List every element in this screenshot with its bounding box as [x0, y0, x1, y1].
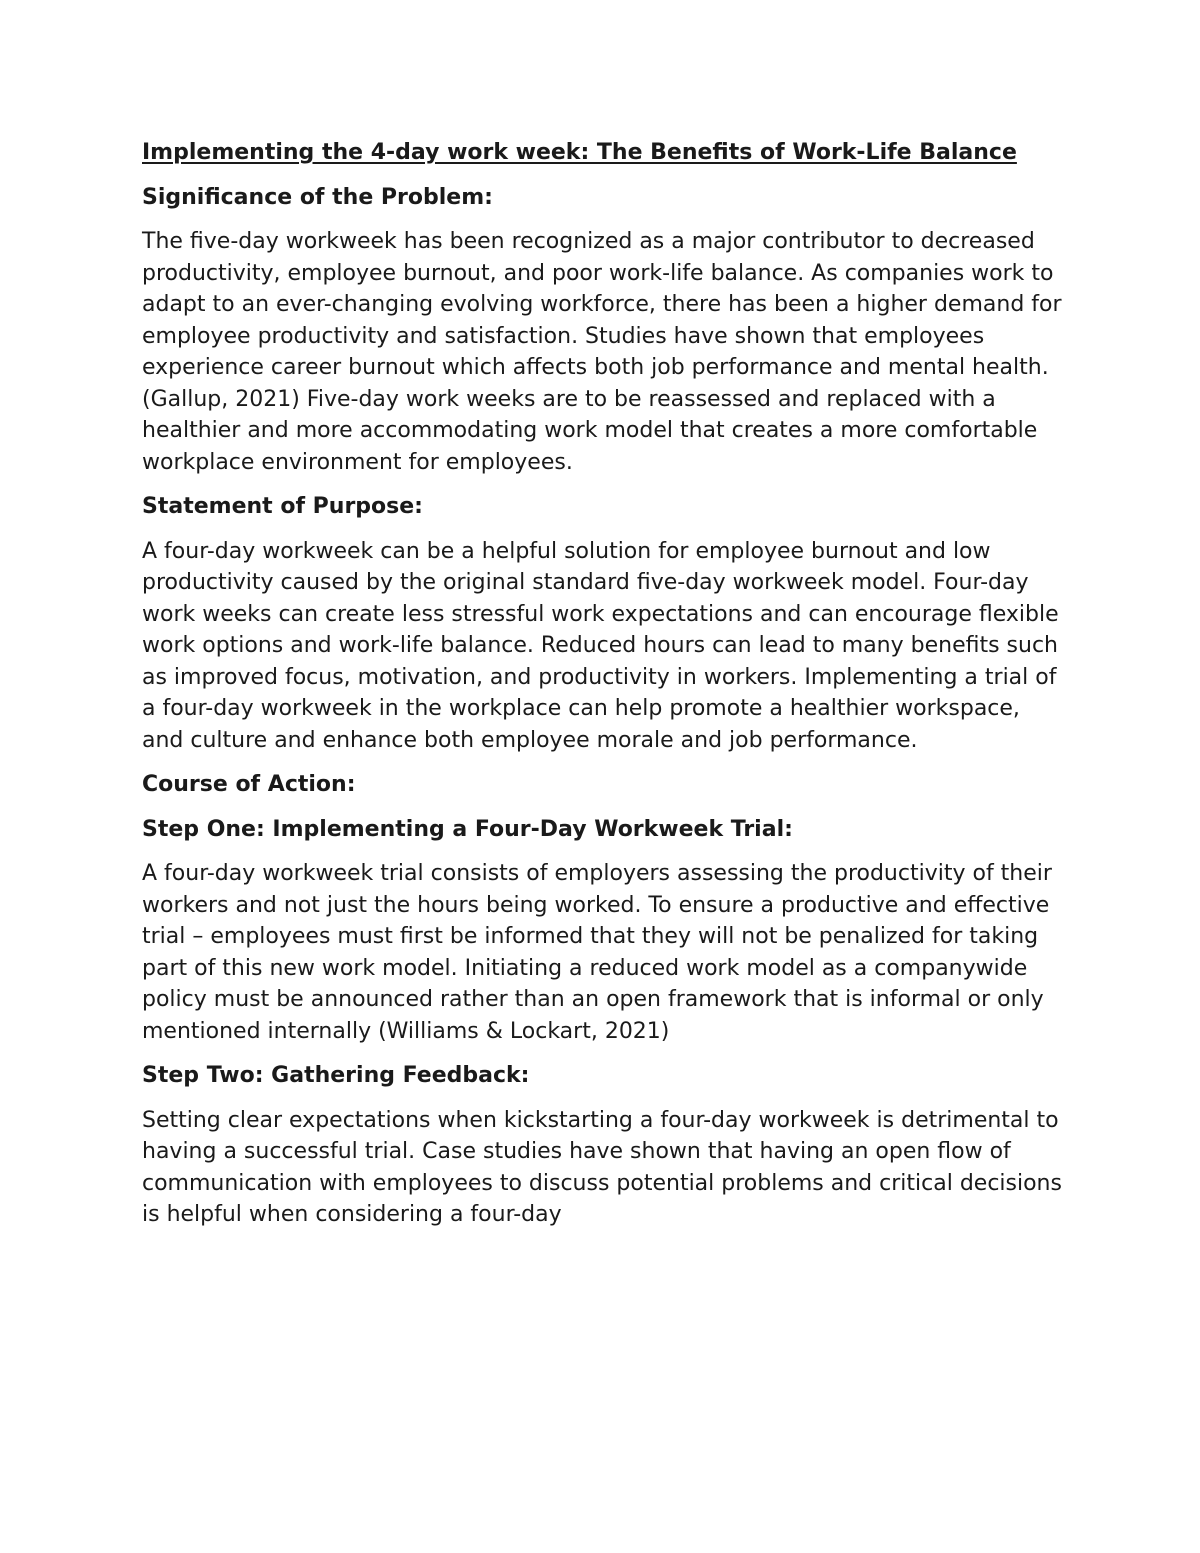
paragraph-significance: The five-day workweek has been recognized as a major contributor to decreased productivity, employee burnout, and poor work-life balance. As companies work to adapt to an ever-changing evolving workforce, there has been a higher demand for employee productivity and satisfaction. Studies have shown that employees experience career burnout which affects both job performance and mental health. (Gallup, 2021) Five-day work weeks are to be reassessed and replaced with a healthier and more accommodating work model that creates a more comfortable workplace environment for employees. — [142, 229, 1062, 475]
heading-step-two: Step Two: Gathering Feedback: — [142, 1063, 530, 1088]
heading-significance: Significance of the Problem: — [142, 184, 493, 210]
document-title: Implementing the 4-day work week: The Benefits of Work-Life Balance — [142, 140, 1017, 165]
heading-step-one: Step One: Implementing a Four-Day Workweek Trial: — [142, 816, 793, 842]
paragraph-step-two: Setting clear expectations when kickstarting a four-day workweek is detrimental to having a successful trial. Case studies have shown that having an open flow of communication with employees to discuss potential problems and critical decisions is helpful when considering a four-day — [142, 1107, 1062, 1227]
paragraph-purpose: A four-day workweek can be a helpful solution for employee burnout and low productivity caused by the original standard five-day workweek model. Four-day work weeks can create less stressful work expectations and can encourage flexible work options and work-life balance. Reduced hours can lead to many benefits such as improved focus, motivation, and productivity in workers. Implementing a trial of a four-day workweek in the workplace can help promote a healthier workspace, and culture and enhance both employee morale and job performance. — [142, 538, 1059, 753]
heading-purpose: Statement of Purpose: — [142, 494, 423, 519]
heading-course-of-action: Course of Action: — [142, 772, 356, 797]
document-body — [142, 137, 1067, 1244]
paragraph-step-one: A four-day workweek trial consists of employers assessing the productivity of their workers and not just the hours being worked. To ensure a productive and effective trial – employees must first be informed that they will not be penalized for taking part of this new work model. Initiating a reduced work model as a companywide policy must be announced rather than an open framework that is informal or only mentioned internally (Williams & Lockart, 2021) — [142, 861, 1052, 1044]
